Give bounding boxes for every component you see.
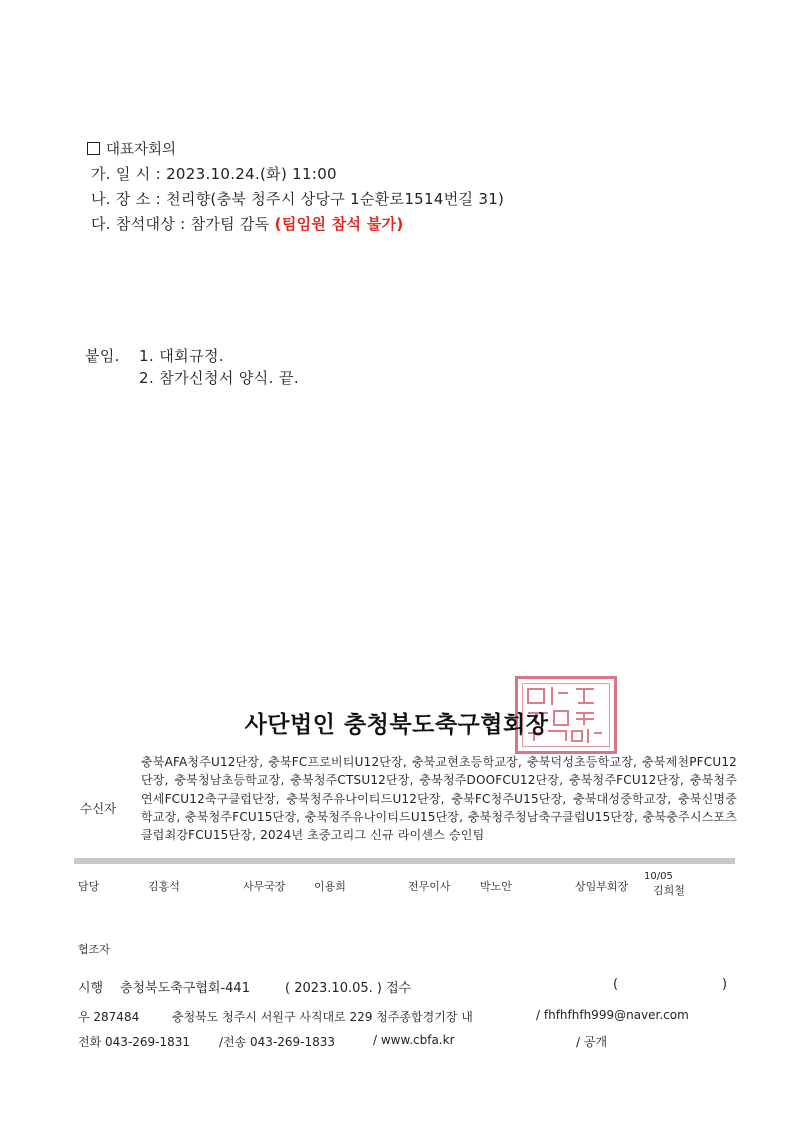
enforce-number: 충청북도축구협회-441	[120, 981, 250, 996]
meeting-heading	[87, 138, 176, 159]
fax: /전송 043-269-1833	[219, 1035, 336, 1049]
website: / www.cbfa.kr	[373, 1033, 455, 1047]
attendee-text: 다. 참석대상 : 참가팀 감독	[91, 215, 275, 233]
approval-name-1: 김홍석	[148, 880, 180, 893]
approval-label-2: 사무국장	[243, 880, 286, 893]
section-divider	[74, 858, 735, 864]
recipients-list: 충북AFA청주U12단장, 충북FC프로비티U12단장, 충북교현초등학교장, 충북덕성초등학교장, 충북제천PFCU12단장, 충북청남초등학교장, 충북청주CTSU12단장, 충북청주DOOFCU12단장, 충북청주FCU12단장, 충북청주연세FCU12축구클럽단장, 충북청주유나이티드U12단장, 충북FC청주U15단장, 충북대성중학교장, 충북신명중학교장, 충북청주FCU15단장, 충북청주유나이티드U15단장, 충북청주청남축구클럽U15단장, 충북충주시스포츠클럽최강FCU15단장, 2024년 초중고리그 신규 라이센스 승인팀	[141, 755, 737, 843]
meeting-place: 나. 장 소 : 천리향(충북 청주시 상당구 1순환로1514번길 31)	[91, 190, 505, 208]
attachment-item-2: 2. 참가신청서 양식. 끝.	[139, 369, 300, 387]
receipt-open: (	[613, 977, 619, 992]
checkbox-icon	[87, 142, 100, 155]
cooperator-label: 협조자	[78, 943, 110, 956]
enforce-date: ( 2023.10.05. ) 접수	[285, 981, 412, 996]
attendee-note: (팀임원 참석 불가)	[274, 215, 404, 233]
approval-label-4: 상임부회장	[575, 880, 629, 893]
email: / fhfhfhfh999@naver.com	[536, 1008, 689, 1022]
enforce-label: 시행	[78, 981, 104, 996]
approval-name-4: 김희철	[653, 884, 685, 897]
postal-code: 우 287484	[78, 1010, 140, 1024]
attachment-label: 붙임.	[85, 347, 120, 365]
meeting-attendees	[91, 213, 404, 234]
approval-label-1: 담당	[78, 880, 100, 893]
meeting-title: 대표자회의	[106, 142, 177, 158]
address: 충청북도 청주시 서원구 사직대로 229 청주종합경기장 내	[172, 1010, 473, 1024]
meeting-date: 가. 일 시 : 2023.10.24.(화) 11:00	[91, 165, 337, 183]
receipt-close: )	[722, 977, 728, 992]
approval-label-3: 전무이사	[408, 880, 451, 893]
phone: 전화 043-269-1831	[78, 1035, 191, 1049]
recipients-label: 수신자	[80, 801, 117, 816]
attachment-item-1: 1. 대회규정.	[139, 347, 225, 365]
approval-name-2: 이용희	[314, 880, 346, 893]
approval-name-3: 박노안	[480, 880, 512, 893]
approval-date-4: 10/05	[644, 871, 673, 882]
sender-org-name: 사단법인 충청북도축구협회장	[244, 712, 549, 738]
disclosure: / 공개	[576, 1035, 608, 1049]
